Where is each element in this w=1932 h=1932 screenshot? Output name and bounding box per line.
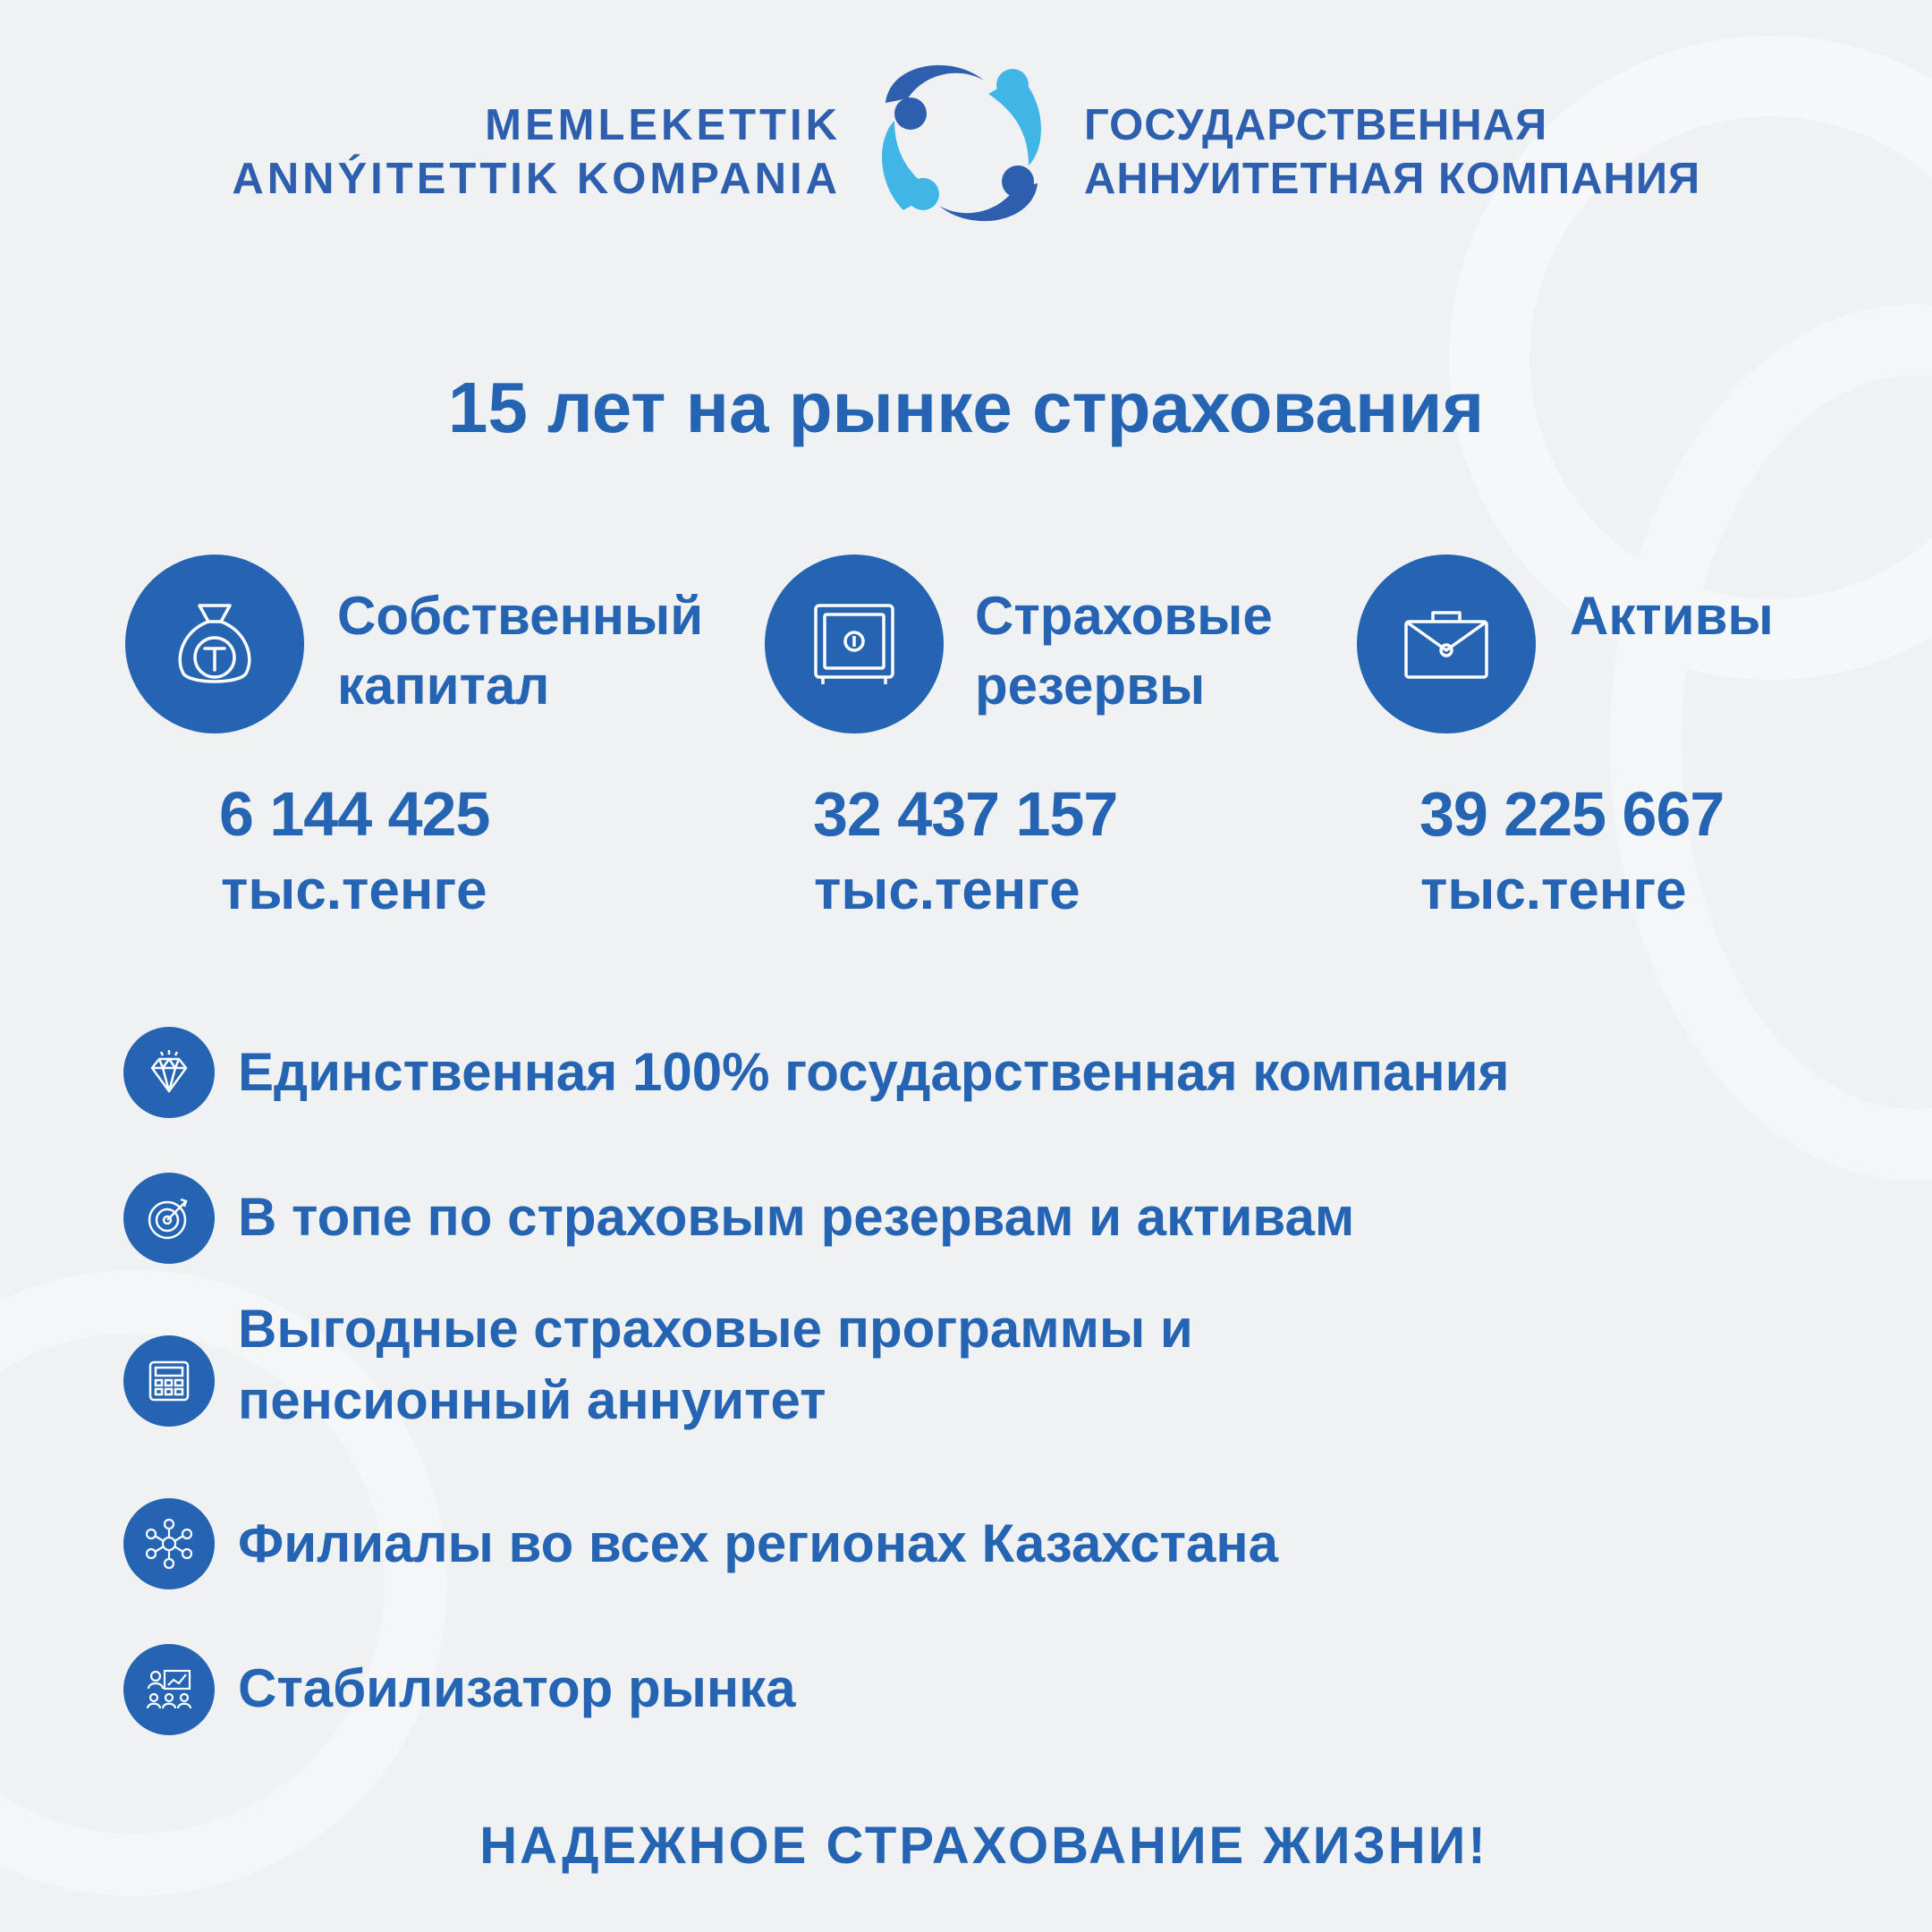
brand-kz-line2: ANNÝITETTIK KOMPANIA bbox=[232, 155, 841, 203]
feature-icon-circle bbox=[123, 1498, 215, 1589]
footer-slogan: НАДЕЖНОЕ СТРАХОВАНИЕ ЖИЗНИ! bbox=[479, 1817, 1488, 1875]
stat-label bbox=[975, 581, 1273, 721]
feature-text bbox=[238, 1508, 1278, 1580]
target-icon bbox=[143, 1192, 195, 1244]
stat-value: 6 144 425 bbox=[219, 779, 490, 849]
stat-icon-circle bbox=[765, 555, 944, 733]
stat-label-line1: Собственный bbox=[337, 586, 704, 646]
feature-text-line2: пенсионный аннуитет bbox=[238, 1370, 826, 1430]
brand-name-ru bbox=[1084, 98, 1700, 206]
stat-unit: тыс.тенге bbox=[814, 860, 1080, 921]
feature-text-line1: Стабилизатор рынка bbox=[238, 1658, 796, 1718]
calculator-icon bbox=[143, 1355, 195, 1407]
stat-icon-circle bbox=[125, 555, 304, 733]
stat-icon-circle bbox=[1357, 555, 1536, 733]
feature-text-line1: Единственная 100% государственная компания bbox=[238, 1042, 1510, 1102]
diamond-icon bbox=[143, 1046, 195, 1098]
company-logo bbox=[868, 49, 1055, 237]
brand-ru-line2: АННУИТЕТНАЯ КОМПАНИЯ bbox=[1084, 155, 1701, 203]
stat-unit: тыс.тенге bbox=[221, 860, 487, 921]
stat-label-line1: Активы bbox=[1570, 586, 1774, 646]
presentation-icon bbox=[143, 1664, 195, 1716]
stat-value: 32 437 157 bbox=[813, 779, 1118, 849]
stat-unit: тыс.тенге bbox=[1420, 860, 1687, 921]
feature-icon-circle bbox=[123, 1173, 215, 1264]
briefcase-icon bbox=[1397, 595, 1496, 693]
feature-text bbox=[238, 1182, 1354, 1253]
feature-text bbox=[238, 1653, 796, 1724]
brand-name-kz bbox=[232, 98, 841, 206]
feature-text-line1: Филиалы во всех регионах Казахстана bbox=[238, 1513, 1278, 1573]
header bbox=[0, 49, 1932, 237]
brand-ru-line1: ГОСУДАРСТВЕННАЯ bbox=[1084, 101, 1548, 149]
stat-label bbox=[1570, 581, 1774, 651]
feature-icon-circle bbox=[123, 1644, 215, 1735]
stat-value: 39 225 667 bbox=[1419, 779, 1724, 849]
network-icon bbox=[142, 1517, 196, 1571]
stat-label-line2: резервы bbox=[975, 656, 1206, 716]
headline: 15 лет на рынке страхования bbox=[447, 368, 1485, 447]
feature-text-line1: Выгодные страховые программы и bbox=[238, 1299, 1193, 1359]
feature-icon-circle bbox=[123, 1335, 215, 1427]
stat-label-line1: Страховые bbox=[975, 586, 1273, 646]
safe-icon bbox=[805, 595, 903, 693]
stat-equity bbox=[125, 555, 733, 948]
feature-icon-circle bbox=[123, 1027, 215, 1118]
stat-assets bbox=[1357, 555, 1929, 948]
brand-kz-line1: MEMLEKETTIK bbox=[485, 101, 841, 149]
feature-text bbox=[238, 1037, 1509, 1108]
stat-label-line2: капитал bbox=[337, 656, 550, 716]
stat-label bbox=[337, 581, 703, 721]
feature-text bbox=[238, 1293, 1193, 1436]
feature-text-line1: В топе по страховым резервам и активам bbox=[238, 1187, 1355, 1247]
stat-reserves bbox=[765, 555, 1355, 948]
money-bag-tenge-icon bbox=[165, 595, 264, 693]
